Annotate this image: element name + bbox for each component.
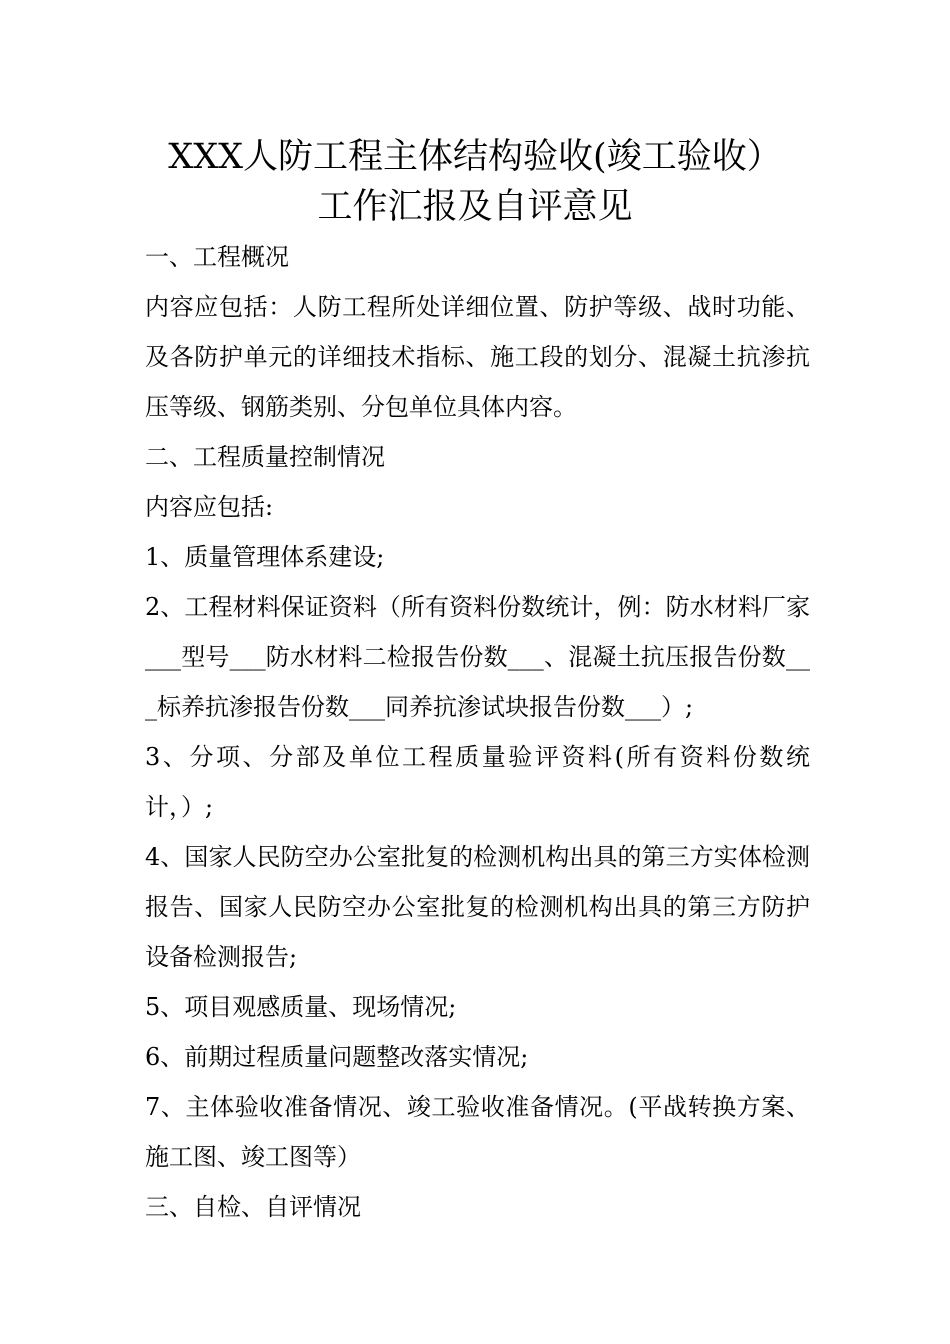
- paragraph-overview-content: 内容应包括：人防工程所处详细位置、防护等级、战时功能、及各防护单元的详细技术指标、施工段的划分、混凝土抗渗抗压等级、钢筋类别、分包单位具体内容。: [145, 293, 810, 421]
- document-title-line-2: 工作汇报及自评意见: [317, 187, 633, 227]
- paragraph-content-intro: 内容应包括:: [145, 493, 274, 521]
- document-title-line-1: XXX人防工程主体结构验收(竣工验收）: [168, 137, 782, 177]
- list-item-3: 3、分项、分部及单位工程质量验评资料(所有资料份数统计，）;: [145, 743, 810, 821]
- section-heading-quality-control: 二、工程质量控制情况: [145, 443, 385, 471]
- section-heading-project-overview: 一、工程概况: [145, 243, 289, 271]
- list-item-2: 2、工程材料保证资料（所有资料份数统计，例：防水材料厂家___型号___防水材料二检报告份数___、混凝土抗压报告份数___标养抗渗报告份数___同养抗渗试块报告份数___）;: [145, 593, 810, 721]
- document-body: [145, 232, 810, 1232]
- list-item-7: 7、主体验收准备情况、竣工验收准备情况。(平战转换方案、施工图、竣工图等）: [145, 1093, 810, 1171]
- list-item-4: 4、国家人民防空办公室批复的检测机构出具的第三方实体检测报告、国家人民防空办公室批复的检测机构出具的第三方防护设备检测报告;: [145, 843, 810, 971]
- list-item-6: 6、前期过程质量问题整改落实情况;: [145, 1043, 529, 1071]
- list-item-1: 1、质量管理体系建设;: [145, 543, 385, 571]
- section-heading-self-evaluation: 三、自检、自评情况: [145, 1193, 361, 1221]
- list-item-5: 5、项目观感质量、现场情况;: [145, 993, 457, 1021]
